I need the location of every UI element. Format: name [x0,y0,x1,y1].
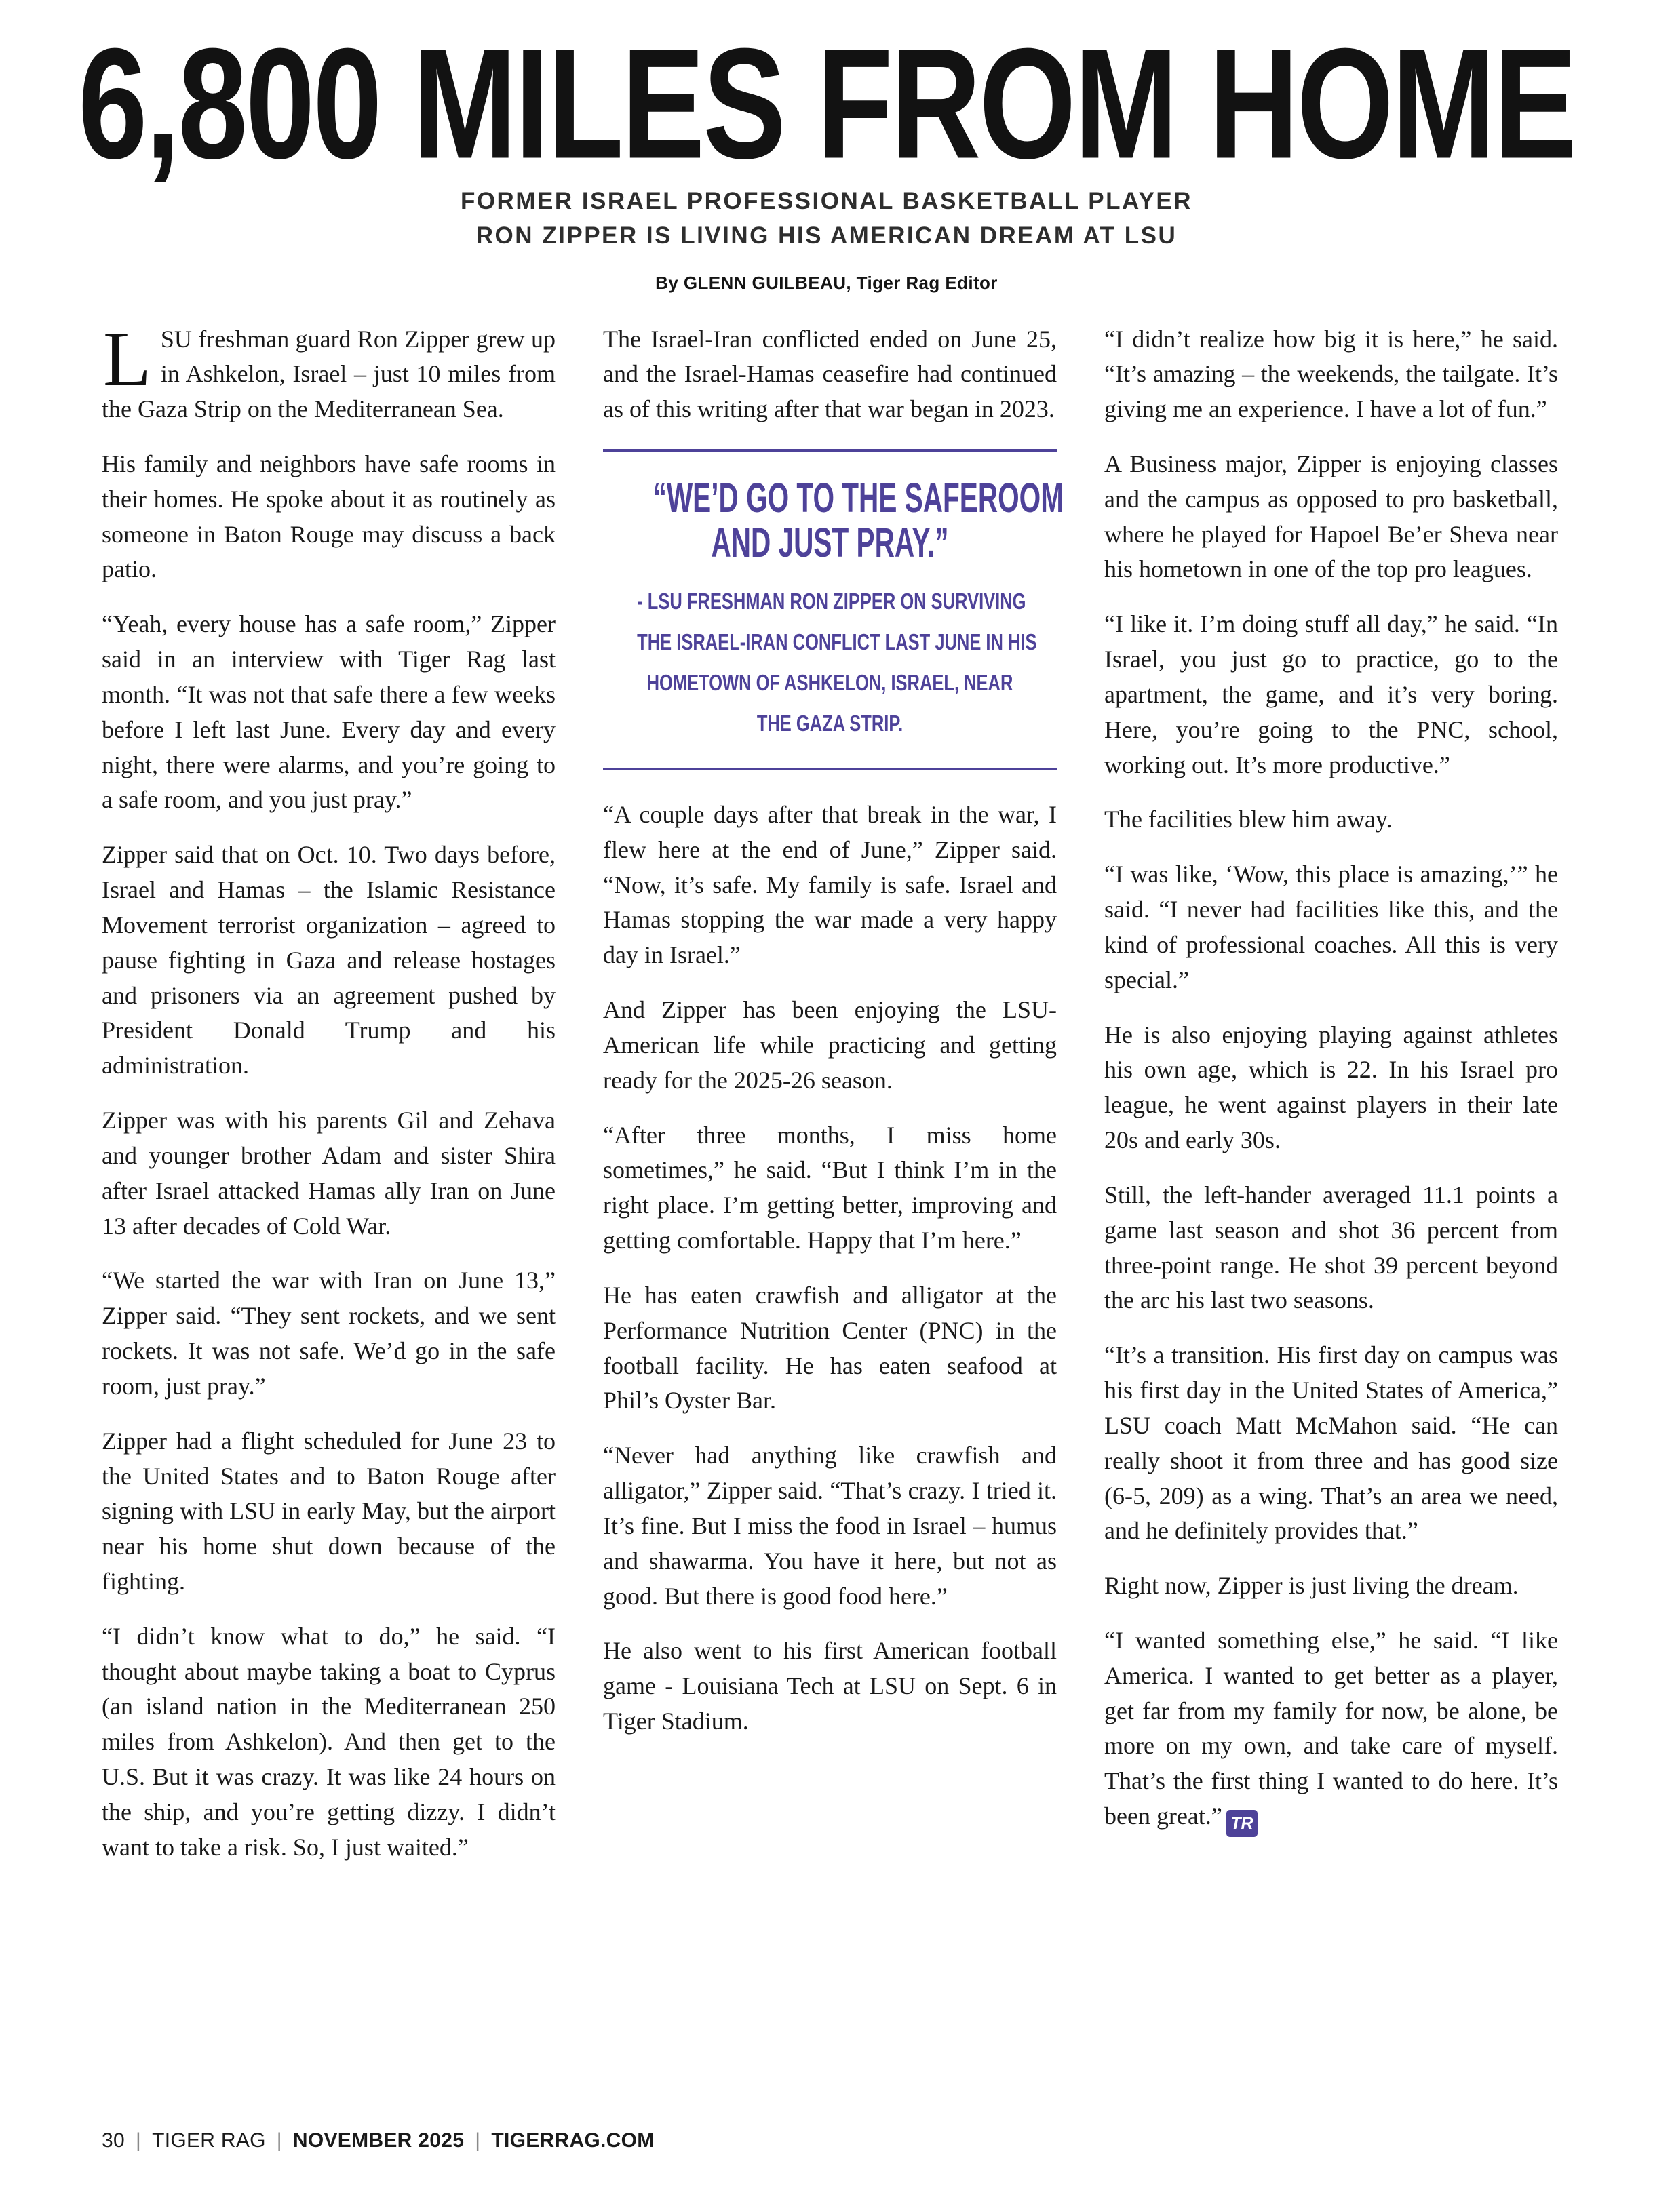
pullquote-line: “WE’D GO TO THE SAFEROOM [653,475,1064,522]
footer-separator: | [276,2129,282,2152]
footer-separator: | [475,2129,481,2152]
article-paragraph: Zipper said that on Oct. 10. Two days before, Israel and Hamas – the Islamic Resistance Movement terrorist organization – agreed to pause fighting in Gaza and release hostages and prisoners via an agreement pushed by President Donald Trump and his administration. [102,841,556,1080]
article-column-2 [603,322,1064,1885]
tiger-rag-logo-badge: TR [1226,1810,1258,1837]
article-body [0,294,1653,1885]
article-paragraph: “We started the war with Iran on June 13,” Zipper said. “They sent rockets, and we sent rockets. It was not safe. We’d go in the safe room, just pray.” [102,1267,556,1400]
article-paragraph: Zipper had a flight scheduled for June 23 to the United States and to Baton Rouge after signing with LSU in early May, but the airport near his home shut down because of the fighting. [102,1427,556,1595]
article-subhead [0,184,1653,254]
article-paragraph: He is also enjoying playing against athletes his own age, which is 22. In his Israel pro league, he went against players in their late 20s and early 30s. [1104,1021,1558,1154]
article-paragraph: “It’s a transition. His first day on campus was his first day in the United States of America,” LSU coach Matt McMahon said. “He can really shoot it from three and has good size (6-5, 209) as a wing. That’s an area we need, and he definitely provides that.” [1104,1341,1558,1545]
article-paragraph: A Business major, Zipper is enjoying classes and the campus as opposed to pro basketball, where he played for Hapoel Be’er Sheva near his hometown in one of the top pro leagues. [1104,450,1558,583]
article-paragraph: “A couple days after that break in the war, I flew here at the end of June,” Zipper said. “Now, it’s safe. My family is safe. Israel and Hamas stopping the war made a very happy day in Israel.” [603,800,1057,969]
column2-paragraphs-before-quote [603,322,1057,427]
website-url: TIGERRAG.COM [491,2129,655,2152]
article-column-1 [102,315,556,1885]
subhead-line-2: RON ZIPPER IS LIVING HIS AMERICAN DREAM AT LSU [475,222,1178,249]
pullquote-attribution-line: THE ISRAEL-IRAN CONFLICT LAST JUNE IN HIS [637,630,1037,655]
pullquote-attribution-line: HOMETOWN OF ASHKELON, ISRAEL, NEAR [646,671,1013,696]
page-footer [102,2129,655,2152]
article-paragraph: And Zipper has been enjoying the LSU-American life while practicing and getting ready for the 2025-26 season. [603,996,1057,1094]
article-paragraph: “I didn’t realize how big it is here,” he said. “It’s amazing – the weekends, the tailgate. It’s giving me an experience. I have a lot of fun.” [1104,325,1558,423]
headline-wrap [0,15,1653,191]
magazine-name: TIGER RAG [152,2129,266,2152]
issue-date: NOVEMBER 2025 [292,2129,465,2152]
article-paragraph: “I was like, ‘Wow, this place is amazing,’” he said. “I never had facilities like this, and the kind of professional coaches. All this is very special.” [1104,861,1558,993]
page-number: 30 [102,2129,125,2152]
article-paragraph: He has eaten crawfish and alligator at the Performance Nutrition Center (PNC) in the football facility. He has eaten seafood at Phil’s Oyster Bar. [603,1281,1057,1415]
closing-paragraph [1104,1623,1558,1837]
article-paragraph: Still, the left-hander averaged 11.1 points a game last season and shot 36 percent from three-point range. He shot 39 percent beyond the arc his last two seasons. [1104,1181,1558,1314]
pullquote-line: AND JUST PRAY.” [711,519,949,567]
column3-paragraphs [1104,322,1558,1604]
article-header [0,0,1653,294]
article-paragraph: Zipper was with his parents Gil and Zehava and younger brother Adam and sister Shira after Israel attacked Hamas ally Iran on June 13 after decades of Cold War. [102,1107,556,1240]
article-paragraph: Right now, Zipper is just living the dream. [1104,1572,1519,1600]
footer-separator: | [135,2129,142,2152]
closing-text: “I wanted something else,” he said. “I like America. I wanted to get better as a player, get far from my family for now, be alone, be more on my own, and take care of myself. That’s the first thing I wanted to do here. It’s been great.” [1104,1627,1558,1830]
column1-paragraphs [102,447,556,1865]
column2-paragraphs-after-quote [603,797,1057,1739]
article-paragraph: “I didn’t know what to do,” he said. “I thought about maybe taking a boat to Cyprus (an island nation in the Mediterranean 250 miles from Ashkelon). And then get to the U.S. But it was crazy. It was like 24 hours on the ship, and you’re getting dizzy. I didn’t want to take a risk. So, I just waited.” [102,1622,556,1861]
lead-paragraph [102,315,556,427]
drop-cap: L [103,315,151,403]
pullquote-quote [603,452,1064,571]
article-paragraph: His family and neighbors have safe rooms in their homes. He spoke about it as routinely as someone in Baton Rouge may discuss a back patio. [102,450,556,583]
pull-quote [603,449,1064,770]
article-paragraph: “Never had anything like crawfish and alligator,” Zipper said. “That’s crazy. I tried it. It’s fine. But I miss the food in Israel – humus and shawarma. You have it here, but not as good. But there is good food here.” [603,1442,1057,1610]
article-column-3 [1104,322,1558,1885]
pullquote-attribution-line: THE GAZA STRIP. [756,711,903,736]
article-paragraph: He also went to his first American football game - Louisiana Tech at LSU on Sept. 6 in Tiger Stadium. [603,1637,1057,1735]
lead-text: SU freshman guard Ron Zipper grew up in Ashkelon, Israel – just 10 miles from the Gaza Strip on the Mediterranean Sea. [102,325,556,423]
article-byline: By GLENN GUILBEAU, Tiger Rag Editor [655,272,998,293]
article-paragraph: “After three months, I miss home sometimes,” he said. “But I think I’m in the right place. I’m getting better, improving and getting comfortable. Happy that I’m here.” [603,1121,1057,1255]
article-paragraph: The Israel-Iran conflicted ended on June 25, and the Israel-Hamas ceasefire had continued as of this writing after that war began in 2023. [603,325,1057,423]
pullquote-rule-bottom [603,768,1057,770]
article-paragraph: “Yeah, every house has a safe room,” Zipper said in an interview with Tiger Rag last month. “It was not that safe there a few weeks before I left last June. Every day and every night, there were alarms, and you’re going to a safe room, and you just pray.” [102,610,556,814]
article-headline: 6,800 MILES FROM HOME [78,15,1575,191]
article-paragraph: The facilities blew him away. [1104,806,1393,833]
pullquote-attribution [603,571,1057,768]
subhead-line-1: FORMER ISRAEL PROFESSIONAL BASKETBALL PLAYER [460,188,1193,214]
article-paragraph: “I like it. I’m doing stuff all day,” he said. “In Israel, you just go to practice, go to the apartment, the game, and it’s very boring. Here, you’re going to the PNC, school, working out. It’s more productive.” [1104,610,1558,778]
pullquote-attribution-line: - LSU FRESHMAN RON ZIPPER ON SURVIVING [637,589,1026,614]
